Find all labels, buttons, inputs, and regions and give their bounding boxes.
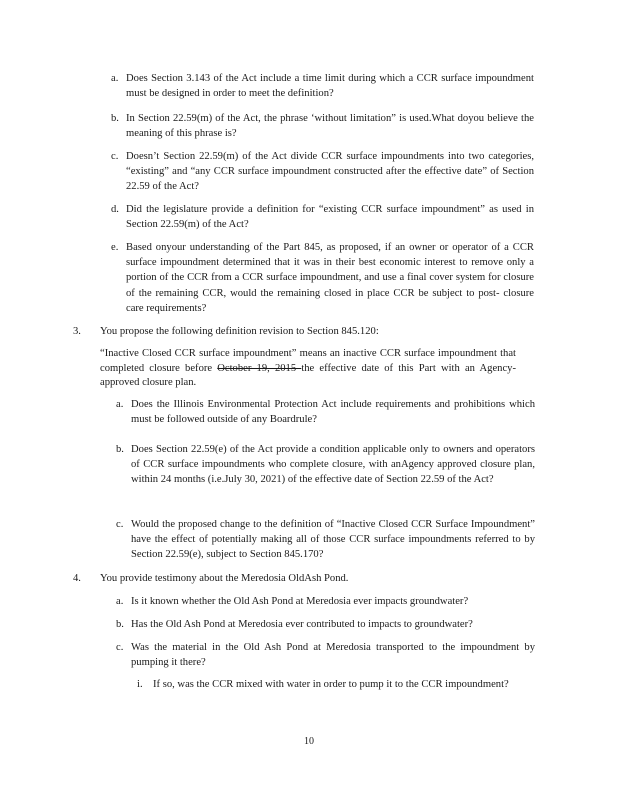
q4-item-a <box>116 594 535 609</box>
q4-item-b <box>116 617 535 632</box>
q4-item-c-i <box>137 677 513 692</box>
question-number: 4. <box>73 573 81 584</box>
item-text: Doesn’t Section 22.59(m) of the Act divide CCR surface impoundments into two categories, “existing” and “any CCR surface impoundment constructed after the effective date” of Section 22.59 of the Act? <box>126 151 534 193</box>
item-label: c. <box>111 151 119 162</box>
inserted-text: the effective date of this Part with an Agency-approved closure plan. <box>100 362 516 389</box>
item-text: Is it known whether the Old Ash Pond at Meredosia ever impacts groundwater? <box>131 596 469 607</box>
item-label: d. <box>111 204 119 215</box>
page-number: 10 <box>304 736 314 747</box>
q2-item-b <box>111 111 534 141</box>
question-3 <box>73 324 536 339</box>
question-4 <box>73 571 536 586</box>
q3-item-a <box>116 397 535 427</box>
item-text: If so, was the CCR mixed with water in order to pump it to the CCR impoundment? <box>153 679 509 690</box>
definition-revision <box>100 347 516 391</box>
q2-item-d <box>111 202 534 232</box>
item-text: Has the Old Ash Pond at Meredosia ever contributed to impacts to groundwater? <box>131 619 473 630</box>
item-label: i. <box>137 679 143 690</box>
item-text: Would the proposed change to the definition of “Inactive Closed CCR Surface Impoundment” have the effect of potentially making all of those CCR surface impoundments referred to by Section 22.59(e), subject to Section 845.170? <box>131 519 535 561</box>
item-label: b. <box>116 619 124 630</box>
item-label: c. <box>116 519 124 530</box>
item-label: e. <box>111 242 119 253</box>
question-text: You provide testimony about the Meredosia OldAsh Pond. <box>100 573 349 584</box>
item-label: a. <box>116 596 124 607</box>
item-text: Does Section 3.143 of the Act include a time limit during which a CCR surface impoundment must be designed in order to meet the definition? <box>126 73 534 100</box>
q3-item-b <box>116 442 535 488</box>
item-text: Did the legislature provide a definition for “existing CCR surface impoundment” as used in Section 22.59(m) of the Act? <box>126 204 534 231</box>
definition-text: “Inactive Closed CCR surface impoundment” means an inactive CCR surface impoundment that completed closure before <box>100 348 516 374</box>
q2-item-e <box>111 240 534 316</box>
q4-item-c <box>116 640 535 670</box>
item-label: c. <box>116 642 124 653</box>
item-text: Based onyour understanding of the Part 845, as proposed, if an owner or operator of a CCR surface impoundment determined that it was in their best economic interest to remove only a portion of the CCR from a CCR surface impoundment, and use a final cover system for closure of the remaining CCR, would the remaining closed in place CCR be subject to post- closure care requirements? <box>126 242 534 314</box>
item-text: Was the material in the Old Ash Pond at Meredosia transported to the impoundment by pumping it there? <box>131 642 535 669</box>
q3-item-c <box>116 517 535 563</box>
item-label: a. <box>111 73 119 84</box>
question-text: You propose the following definition revision to Section 845.120: <box>100 326 379 337</box>
item-label: b. <box>111 113 119 124</box>
deleted-text: October 19, 2015 <box>217 362 302 374</box>
item-label: a. <box>116 399 124 410</box>
item-text: Does Section 22.59(e) of the Act provide a condition applicable only to owners and operators of CCR surface impoundments who complete closure, with anAgency approved closure plan, within 24 months (i.e.July 30, 2021) of the effective date of Section 22.59 of the Act? <box>131 444 535 486</box>
item-label: b. <box>116 444 124 455</box>
question-number: 3. <box>73 326 81 337</box>
q2-item-c <box>111 149 534 195</box>
item-text: In Section 22.59(m) of the Act, the phrase ‘without limitation” is used.What doyou believe the meaning of this phrase is? <box>126 113 534 140</box>
q2-item-a <box>111 71 534 101</box>
item-text: Does the Illinois Environmental Protection Act include requirements and prohibitions which must be followed outside of any Boardrule? <box>131 399 535 426</box>
